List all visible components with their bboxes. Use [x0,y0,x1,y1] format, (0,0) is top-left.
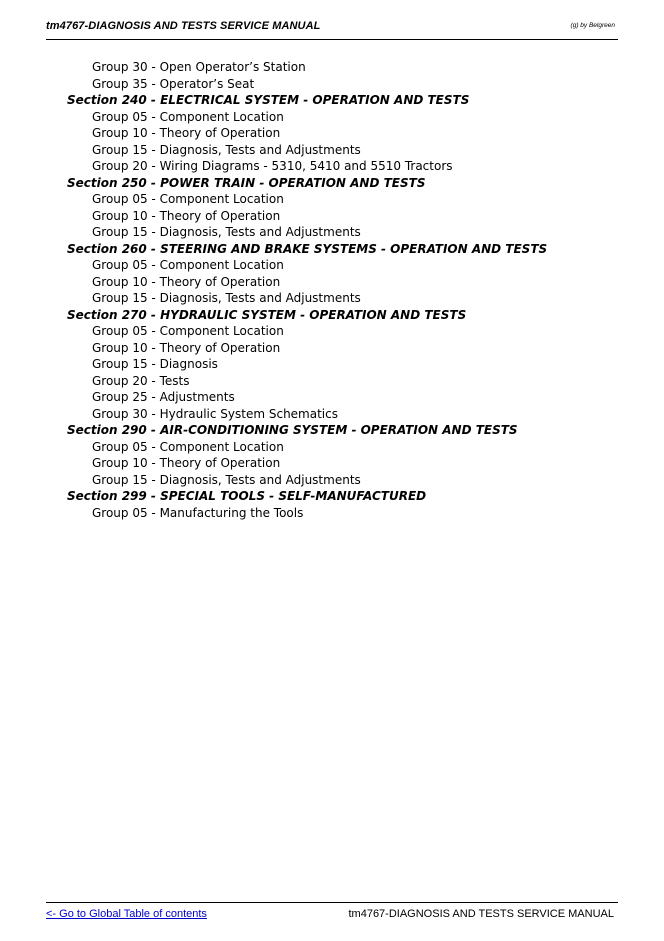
toc-group-item[interactable]: Group 05 - Component Location [92,109,284,124]
toc-group-item[interactable]: Group 15 - Diagnosis [92,357,218,371]
toc-group-item[interactable]: Group 10 - Theory of Operation [92,208,281,223]
header-title: tm4767-DIAGNOSIS AND TESTS SERVICE MANUAL [46,20,321,32]
header-credit: (g) by Belgreen [570,22,615,29]
page-footer [46,902,618,923]
toc-group-item[interactable]: Group 35 - Operator’s Seat [92,76,255,91]
toc-group-item[interactable]: Group 25 - Adjustments [92,390,235,404]
toc-group-item[interactable]: Group 05 - Component Location [92,258,284,272]
toc-group-item[interactable]: Group 15 - Diagnosis, Tests and Adjustments [92,142,361,157]
page-header [46,20,618,40]
toc-group-item[interactable]: Group 15 - Diagnosis, Tests and Adjustments [92,225,361,239]
toc-group-item[interactable]: Group 10 - Theory of Operation [92,274,281,289]
toc-group-item[interactable]: Group 30 - Hydraulic System Schematics [92,406,338,421]
toc-group-item[interactable]: Group 10 - Theory of Operation [92,456,281,470]
toc-group-item[interactable]: Group 05 - Component Location [92,324,284,338]
toc-group-item[interactable]: Group 15 - Diagnosis, Tests and Adjustments [92,291,361,305]
toc-group-item[interactable]: Group 20 - Tests [92,373,190,388]
toc-group-item[interactable]: Group 10 - Theory of Operation [92,126,281,140]
toc-section-item[interactable]: Section 290 - AIR-CONDITIONING SYSTEM - OPERATION AND TESTS [67,423,518,437]
toc-section-item[interactable]: Section 299 - SPECIAL TOOLS - SELF-MANUFACTURED [67,489,427,503]
footer-title: tm4767-DIAGNOSIS AND TESTS SERVICE MANUAL [348,908,614,920]
global-toc-link[interactable]: <- Go to Global Table of contents [46,908,207,920]
toc-group-item[interactable]: Group 10 - Theory of Operation [92,340,281,355]
toc-section-item[interactable]: Section 240 - ELECTRICAL SYSTEM - OPERATION AND TESTS [67,93,470,107]
table-of-contents [67,59,627,521]
toc-section-item[interactable]: Section 270 - HYDRAULIC SYSTEM - OPERATION AND TESTS [67,307,467,322]
toc-group-item[interactable]: Group 20 - Wiring Diagrams - 5310, 5410 and 5510 Tractors [92,159,453,173]
toc-group-item[interactable]: Group 05 - Component Location [92,439,284,454]
toc-group-item[interactable]: Group 05 - Manufacturing the Tools [92,505,304,520]
toc-group-item[interactable]: Group 15 - Diagnosis, Tests and Adjustments [92,472,361,487]
toc-group-item[interactable]: Group 30 - Open Operator’s Station [92,60,306,74]
toc-section-item[interactable]: Section 250 - POWER TRAIN - OPERATION AND TESTS [67,175,426,190]
toc-section-item[interactable]: Section 260 - STEERING AND BRAKE SYSTEMS - OPERATION AND TESTS [67,241,548,256]
toc-group-item[interactable]: Group 05 - Component Location [92,192,284,206]
